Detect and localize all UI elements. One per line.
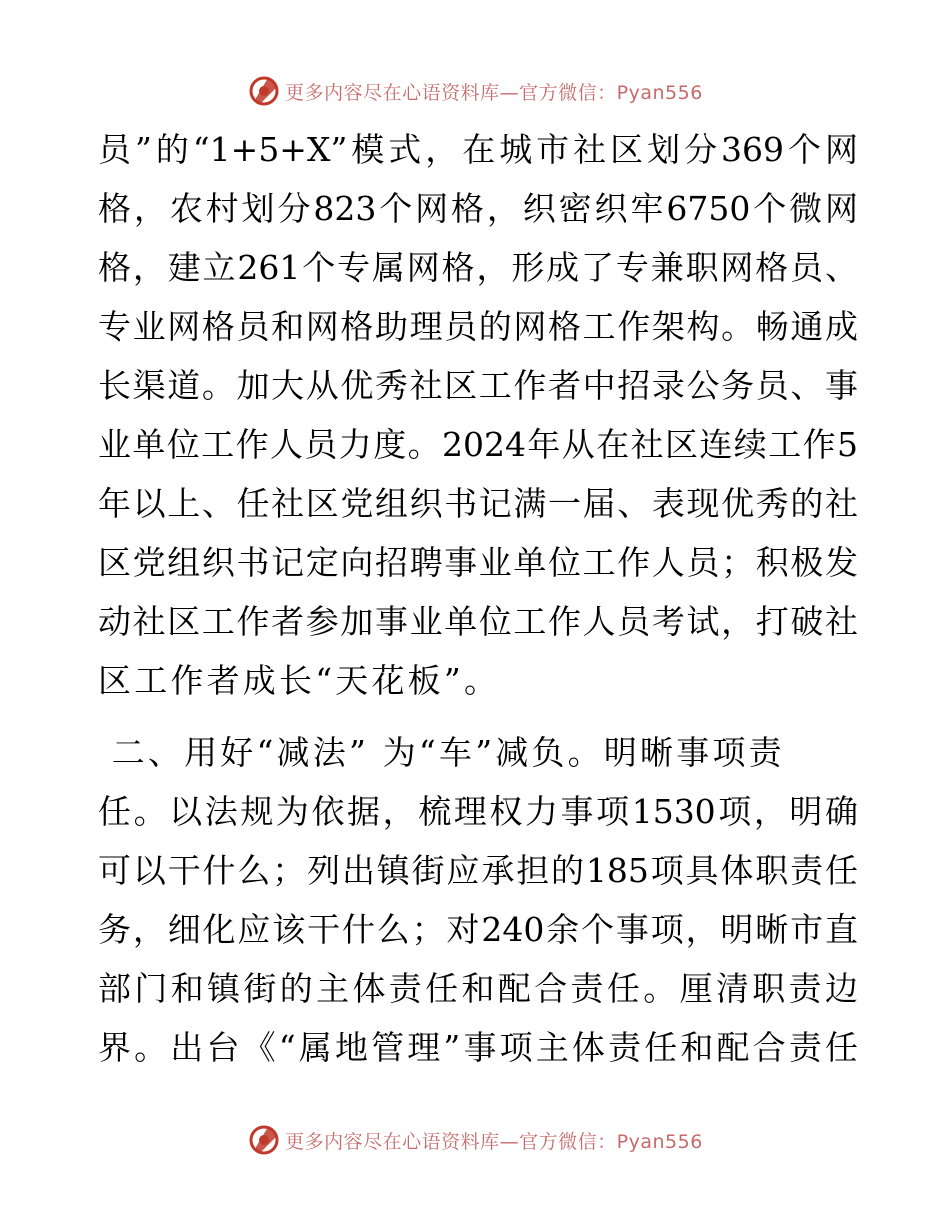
text-line: 格，建立261个专属网格，形成了专兼职网格员、 xyxy=(98,248,858,287)
quill-seal-logo-icon xyxy=(247,74,281,108)
footer-watermark xyxy=(0,1120,950,1160)
text-line: 可以干什么；列出镇街应承担的185项具体职责任 xyxy=(98,851,858,890)
text-line: 动社区工作者参加事业单位工作人员考试，打破社 xyxy=(98,602,858,641)
watermark-text: 更多内容尽在心语资料库—官方微信：Pyan556 xyxy=(285,81,703,104)
quill-seal-logo-icon xyxy=(247,1123,281,1157)
text-line: 年以上、任社区党组织书记满一届、表现优秀的社 xyxy=(98,484,858,523)
text-line: 专业网格员和网格助理员的网格工作架构。畅通成 xyxy=(98,307,858,346)
text-line-last: 区工作者成长“天花板”。 xyxy=(98,661,501,700)
text-line: 业单位工作人员力度。2024年从在社区连续工作5 xyxy=(98,425,858,464)
text-line: 员”的“1+5+X”模式，在城市社区划分369个网 xyxy=(98,130,858,169)
text-line: 任。以法规为依据，梳理权力事项1530项，明确 xyxy=(98,792,858,831)
section-heading-line: 二、用好“减法” 为“车”减负。明晰事项责 xyxy=(98,733,785,772)
text-line: 务，细化应该干什么；对240余个事项，明晰市直 xyxy=(98,910,858,949)
text-line: 区党组织书记定向招聘事业单位工作人员；积极发 xyxy=(98,543,858,582)
watermark-text: 更多内容尽在心语资料库—官方微信：Pyan556 xyxy=(285,1130,703,1153)
paragraph-1 xyxy=(98,120,858,710)
text-line: 界。出台《“属地管理”事项主体责任和配合责任 xyxy=(98,1028,858,1067)
text-line: 格，农村划分823个网格，织密织牢6750个微网 xyxy=(98,189,858,228)
paragraph-2 xyxy=(98,723,858,1077)
text-line: 长渠道。加大从优秀社区工作者中招录公务员、事 xyxy=(98,366,858,405)
text-line: 部门和镇街的主体责任和配合责任。厘清职责边 xyxy=(98,969,858,1008)
header-watermark xyxy=(0,71,950,111)
document-body xyxy=(98,120,858,1077)
